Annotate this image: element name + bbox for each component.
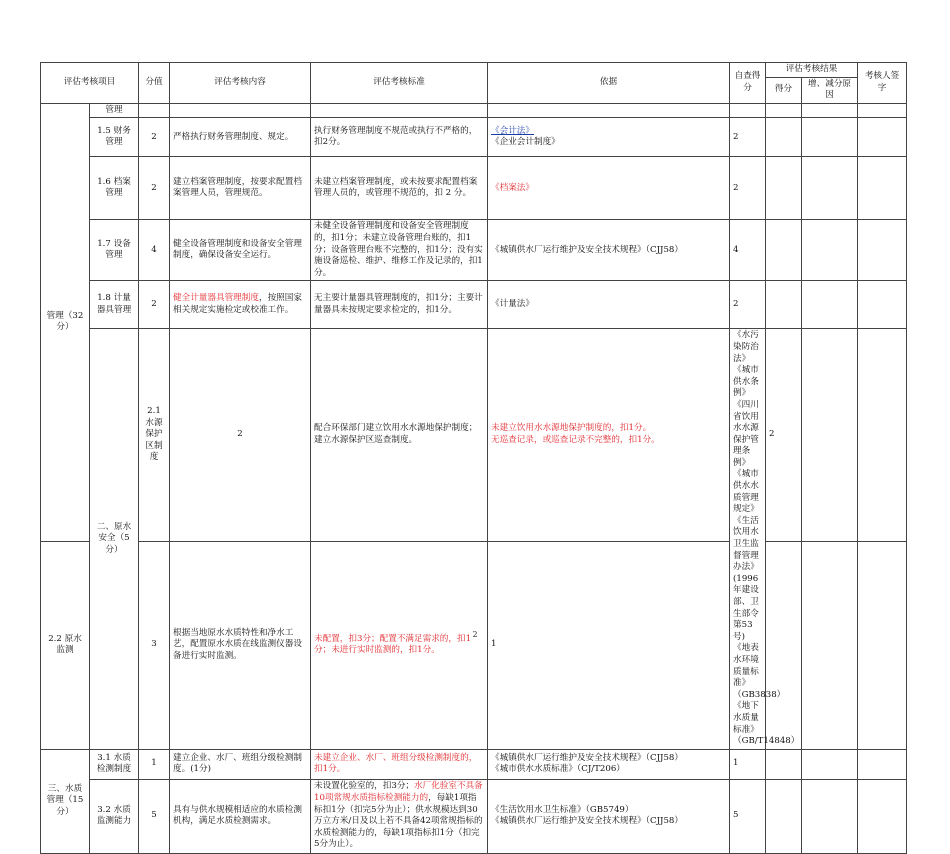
header-reason: 增、减分原因 [802,77,858,103]
group-label: 三、水质管理（15分） [41,749,90,853]
standard: 未健全设备管理制度和设备安全管理制度的，扣1分；未建立设备管理台账的，扣1分；设备管理台账不完整的，扣1分；没有实施设备巡检、维护、维修工作及记录的，扣1分。 [311,220,488,281]
header-results: 评估考核结果 [766,63,858,78]
basis: 《会计法》 《企业会计制度》 [488,118,730,157]
self-score: 5 [730,779,766,853]
evaluation-table [40,62,907,854]
basis: 《计量法》 [488,281,730,329]
self-score: 2 [766,329,802,541]
sub-item: 1.6 档案管理 [90,157,139,220]
content: 建立企业、水厂、班组分级检测制度。(1分) [170,749,311,779]
sub-item: 1.7 设备管理 [90,220,139,281]
standard: 未配置，扣3分；配置不满足需求的，扣1分；未进行实时监测的，扣1分。 [311,541,488,749]
content: 健全计量器具管理制度，按照国家相关规定实施检定或校准工作。 [170,281,311,329]
basis: 《档案法》 [488,157,730,220]
score: 1 [139,749,170,779]
score: 5 [139,779,170,853]
basis: 《城镇供水厂运行维护及安全技术规程》（CJJ58） 《城市供水水质标准》（CJ/T206） [488,749,730,779]
page-number: 2 [472,630,478,639]
sub-item: 2.2 原水监测 [41,541,90,749]
content: 健全设备管理制度和设备安全管理制度，确保设备安全运行。 [170,220,311,281]
basis: 《生活饮用水卫生标准》（GB5749） 《城镇供水厂运行维护及安全技术规程》（CJJ58） [488,779,730,853]
header-reviewer: 考核人签 字 [858,63,907,104]
standard: 未设置化验室的，扣3分；水厂化验室不具备10项常规水质指标检测能力的，每缺1项指标扣1分（扣完5分为止）；供水规模达到30万立方米/日及以上若不具备42项常规指标的水质检测能力的，每缺1项指标扣1分（扣完5分为止）。 [311,779,488,853]
score: 2 [170,329,311,541]
header-got-score: 得分 [766,77,802,103]
table-row [41,118,907,157]
table-row [41,779,907,853]
score: 2 [139,118,170,157]
basis: 《水污染防治法》 《城市供水条例》 《四川省饮用水水源保护管理条例》 《城市供水水质管理规定》 《生活饮用水卫生监督管理办法》(1996年建设部、卫生部令第53号) 《地表水环境质量标准》（GB3838） 《地下水质量标准》（GB/T14848） [730,329,766,749]
group-label: 管理（32分） [41,103,90,541]
standard: 执行财务管理制度不规范或执行不严格的，扣2分。 [311,118,488,157]
sub-item: 1.5 财务管理 [90,118,139,157]
sub-item: 管理 [90,103,139,118]
basis: 《城镇供水厂运行维护及安全技术规程》（CJJ58） [488,220,730,281]
content: 配合环保部门建立饮用水水源地保护制度；建立水源保护区巡查制度。 [311,329,488,541]
table-row [41,541,907,749]
sub-item: 3.2 水质监测能力 [90,779,139,853]
sub-item: 2.1 水源保护区制度 [139,329,170,541]
standard: 未建立饮用水水源地保护制度的，扣1分。 无巡查记录，或巡查记录不完整的，扣1分。 [488,329,730,541]
header-item: 评估考核项目 [41,63,139,104]
self-score: 2 [730,118,766,157]
header-basis: 依据 [488,63,730,104]
header-content: 评估考核内容 [170,63,311,104]
basis-link[interactable]: 《会计法》 [491,125,534,136]
content: 严格执行财务管理制度、规定。 [170,118,311,157]
table-row [41,749,907,779]
standard: 未建立档案管理制度，或未按要求配置档案管理人员的，或管理不规范的，扣 2 分。 [311,157,488,220]
self-score: 4 [730,220,766,281]
content: 建立档案管理制度，按要求配置档案管理人员，管理规范。 [170,157,311,220]
content: 根据当地原水水质特性和净水工艺，配置原水水质在线监测仪器设备进行实时监测。 [170,541,311,749]
sub-item: 3.1 水质检测制度 [90,749,139,779]
group-label: 二、原水安全（5分） [90,329,139,749]
standard: 未建立企业、水厂、班组分级检测制度的，扣1分。 [311,749,488,779]
table-row [41,103,907,118]
content: 具有与供水规模相适应的水质检测机构，满足水质检测需求。 [170,779,311,853]
table-row [41,157,907,220]
self-score: 1 [730,749,766,779]
header-score: 分值 [139,63,170,104]
header-standard: 评估考核标准 [311,63,488,104]
sub-item: 1.8 计量器具管理 [90,281,139,329]
self-score: 2 [730,157,766,220]
standard: 无主要计量器具管理制度的，扣1分；主要计量器具未按规定要求检定的，扣1分。 [311,281,488,329]
self-score: 2 [730,281,766,329]
table-row [41,220,907,281]
header-self-score: 自查得分 [730,63,766,104]
table-row [41,329,907,541]
score: 4 [139,220,170,281]
table-row [41,281,907,329]
score: 2 [139,281,170,329]
score: 3 [139,541,170,749]
self-score: 1 [488,541,730,749]
score: 2 [139,157,170,220]
